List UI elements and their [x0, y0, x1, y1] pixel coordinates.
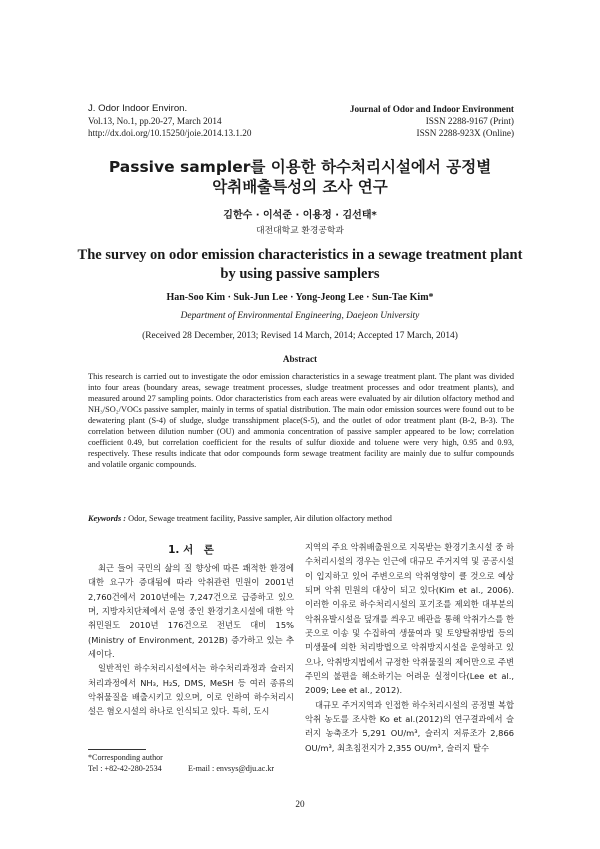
issn-online: ISSN 2288-923X (Online)	[416, 128, 514, 138]
keywords	[88, 514, 514, 523]
telephone: Tel : +82-42-280-2534	[88, 764, 162, 773]
english-title	[0, 246, 600, 284]
header-right	[350, 103, 514, 139]
english-affiliation: Department of Environmental Engineering, Daejeon University	[180, 311, 420, 321]
body-column-left	[88, 561, 294, 719]
body-column-right	[305, 540, 514, 755]
journal-short-name: J. Odor Indoor Environ.	[88, 103, 188, 114]
header-left	[88, 103, 251, 139]
page-number: 20	[295, 799, 305, 809]
corresponding-author: *Corresponding author	[88, 753, 163, 762]
korean-title-line-2: 악취배출특성의 조사 연구	[212, 178, 388, 196]
korean-title-line-1: Passive sampler를 이용한 하수처리시설에서 공정별	[108, 158, 492, 176]
korean-affiliation: 대전대학교 환경공학과	[256, 226, 344, 236]
abstract-heading: Abstract	[282, 354, 318, 364]
doi-link[interactable]: http://dx.doi.org/10.15250/joie.2014.13.1.20	[88, 128, 252, 138]
body-paragraph: 일반적인 하수처리시설에서는 하수처리과정과 슬러지처리과정에서 NH₃, H₂S, DMS, MeSH 등 여러 종류의 악취물질을 배출시키고 있으며, 이로 인하여 하수처리시설은 혐오시설의 하나로 인식되고 있다. 특히, 도시	[88, 663, 294, 717]
body-paragraph: 지역의 주요 악취배출원으로 지목받는 환경기초시설 중 하수처리시설의 경우는 인근에 대규모 주거지역 및 공공시설이 입지하고 있어 주변으로의 악취영향이 클 것으로 예상되며 악취 민원의 대상이 되고 있다(Kim et al., 2006). 이러한 이유로 하수처리시설의 포기조를 제외한 대부분의 악취유발시설을 덮개를 씌우고 배관을 통해 악취가스를 한 곳으로 이송 및 수집하여 생물여과 및 토양탈취방법 등의 미생물에 의한 처리방법으로 악취방지시설을 운영하고 있으나, 악취방지법에서 규정한 악취물질의 제어만으로 주변 주민의 불편을 해소하기는 어려운 실정이다(Lee et al., 2009; Lee et al., 2012).	[305, 542, 514, 696]
english-title-line-2: by using passive samplers	[220, 266, 380, 282]
footnote-divider	[88, 749, 146, 750]
korean-authors: 김한수 · 이석준 · 이용정 · 김선태*	[223, 210, 377, 221]
english-authors: Han-Soo Kim · Suk-Jun Lee · Yong-Jeong Lee · Sun-Tae Kim*	[166, 292, 434, 303]
korean-title	[0, 157, 600, 197]
issn-print: ISSN 2288-9167 (Print)	[425, 116, 514, 126]
section-title: 1. 서 론	[168, 544, 214, 556]
keywords-label: Keywords :	[88, 514, 127, 523]
received-dates: (Received 28 December, 2013; Revised 14 March, 2014; Accepted 17 March, 2014)	[142, 331, 458, 341]
english-title-line-1: The survey on odor emission characteristics in a sewage treatment plant	[77, 247, 523, 263]
body-paragraph: 최근 들어 국민의 삶의 질 향상에 따른 쾌적한 환경에 대한 요구가 증대됨에 따라 악취관련 민원이 2001년 2,760건에서 2010년에는 7,247건으로 급증하고 있으며, 지방자치단체에서 운영 중인 환경기초시설에 대한 악취민원도 2010년 176건으로 전년도 대비 15% (Ministry of Environment, 2012B) 증가하고 있는 추세이다.	[88, 563, 294, 660]
footnote	[88, 752, 298, 774]
journal-full-name: Journal of Odor and Indoor Environment	[349, 104, 514, 114]
keywords-list: Odor, Sewage treatment facility, Passive sampler, Air dilution olfactory method	[126, 514, 392, 523]
abstract-body: This research is carried out to investigate the odor emission characteristics in a sewage treatment plant. The plant was divided into four areas (boundary areas, sewage treatment processes, sludge treatment processes and odor treatment plants), and measured around 27 sampling points. Odor characteristics from each areas were evaluated by air dilution olfactory method and NH₃/SO₂/VOCs passive sampler, mainly in terms of spatial distribution. The main odor emission sources were found out to be dewatering plant (S-4) of sludge, sludge transshipment place(S-5), and the outlet of odor treatment plant (B-2, B-3). The correlation between dilution number (OU) and ammonia concentration of passive sampler appeared to be low; correlation coefficient 0.49, but correlation coefficient for the results of sulfur dioxide and toluene were very high, 0.95 and 0.93, respectively. These results indicate that odor compounds form sewage treatment facility are mainly due to sulfur compounds and volatile organic compounds.	[88, 372, 514, 470]
email[interactable]: E-mail : envsys@dju.ac.kr	[188, 764, 275, 773]
volume-line: Vol.13, No.1, pp.20-27, March 2014	[88, 116, 222, 126]
body-paragraph: 대규모 주거지역과 인접한 하수처리시설의 공정별 복합악취 농도를 조사한 Ko et al.(2012)의 연구결과에서 슬러지 농축조가 5,291 OU/m³, 슬러지 저류조가 2,866 OU/m³, 최초침전지가 2,355 OU/m³, 슬러지 탈수	[305, 699, 514, 753]
